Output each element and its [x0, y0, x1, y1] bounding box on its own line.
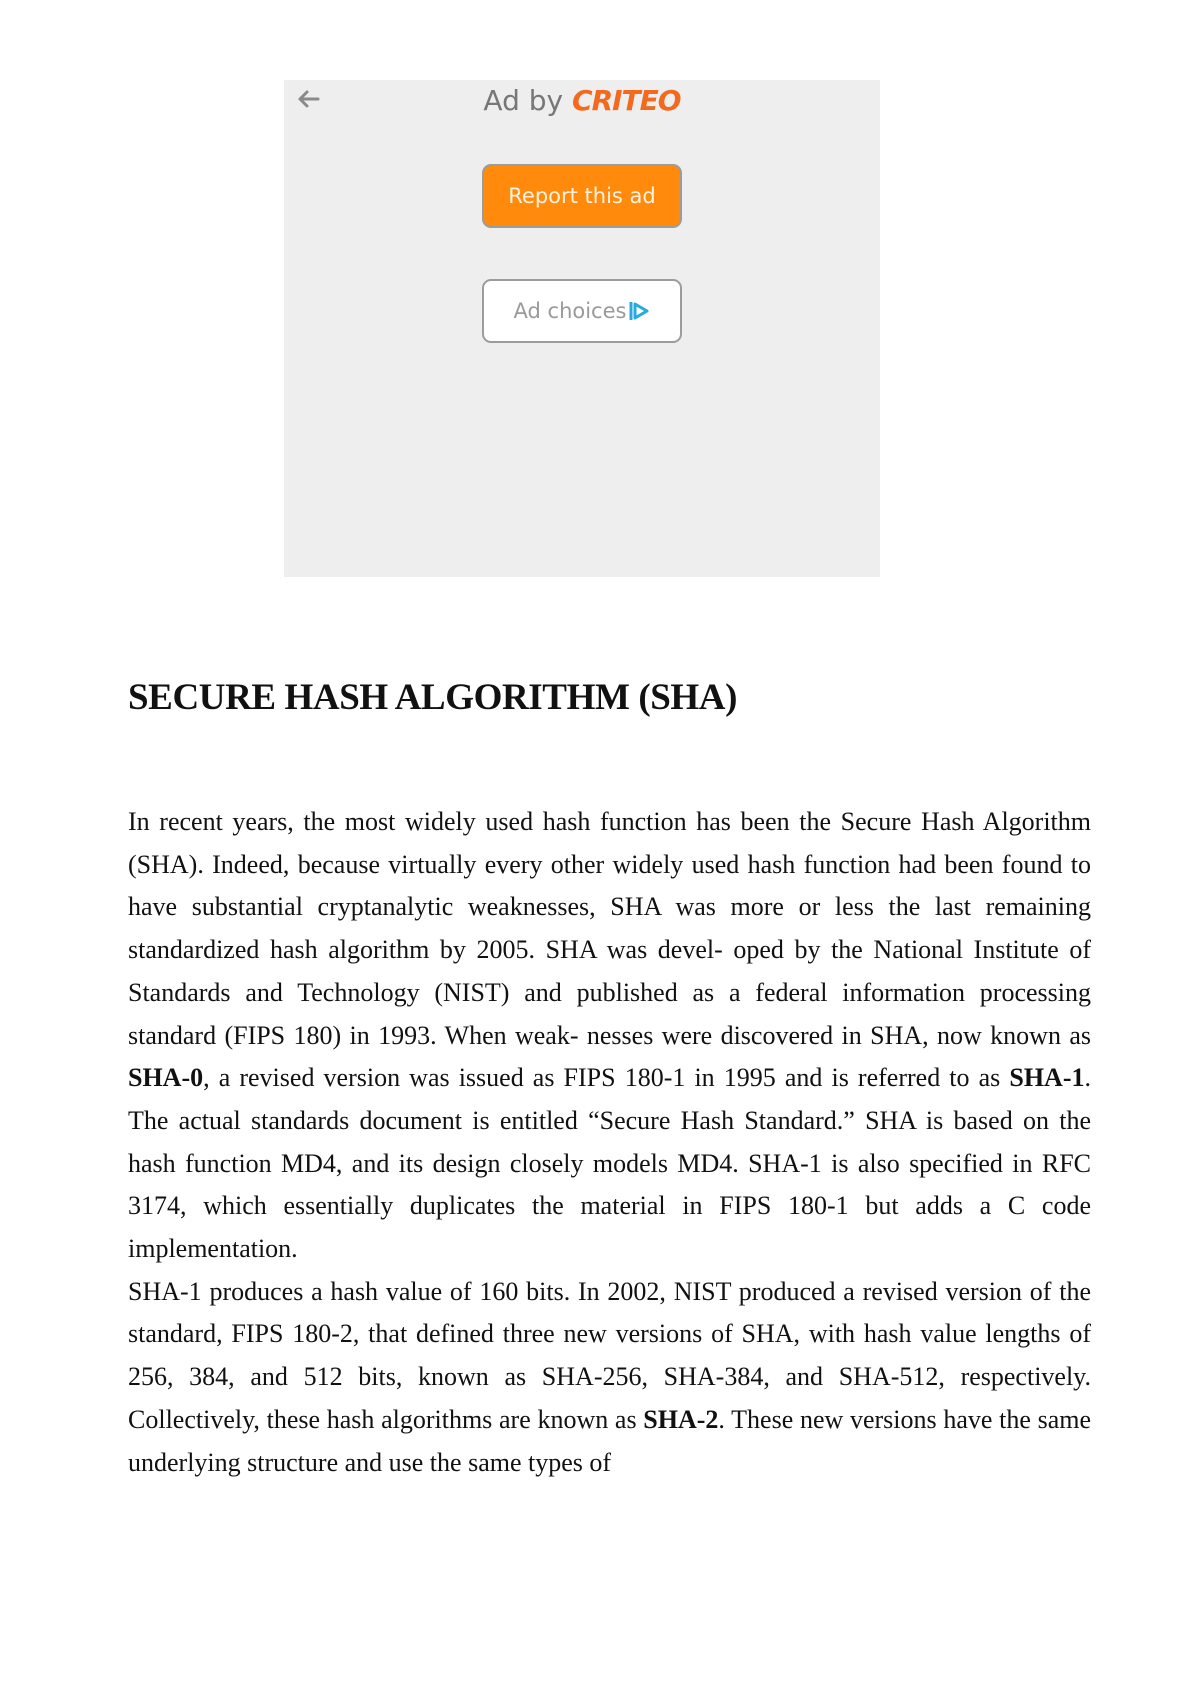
paragraph	[128, 801, 1091, 1271]
paragraph-text: In recent years, the most widely used hash function has been the Secure Hash Algorithm (SHA). Indeed, because virtually every other widely used hash function had been found to have substantial cryptanalytic weaknesses, SHA was more or less the last remaining standardized hash algorithm by 2005. SHA was devel- oped by the National Institute of Standards and Technology (NIST) and published as a federal information processing standard (FIPS 180) in 1993. When weak- nesses were discovered in SHA, now known as	[128, 807, 1091, 1050]
report-ad-label: Report this ad	[508, 184, 656, 208]
ad-container	[284, 80, 880, 577]
ad-attribution	[284, 84, 880, 118]
document-title: SECURE HASH ALGORITHM (SHA)	[128, 677, 738, 718]
paragraph	[128, 1271, 1091, 1485]
report-ad-button[interactable]	[482, 164, 682, 228]
bold-term-sha-1: SHA-1	[1009, 1063, 1085, 1093]
ad-choices-button[interactable]	[482, 279, 682, 343]
adchoices-icon	[628, 300, 650, 322]
paragraph-text: . These new versions have the same underlying structure and use the same types of	[128, 1404, 1091, 1477]
paragraph-text: SHA-1 produces a hash value of 160 bits. In 2002, NIST produced a revised version of the standard, FIPS 180-2, that defined three new versions of SHA, with hash value lengths of 256, 384, and 512 bits, known as SHA-256, SHA-384, and SHA-512, respectively. Collectively, these hash algorithms are known as	[128, 1276, 1091, 1434]
criteo-logo[interactable]: CRITEO	[572, 84, 681, 117]
bold-term-sha-0: SHA-0	[128, 1063, 204, 1093]
paragraph-text: . The actual standards document is entitled “Secure Hash Standard.” SHA is based on the hash function MD4, and its design closely models MD4. SHA-1 is also specified in RFC 3174, which essentially duplicates the material in FIPS 180-1 but adds a C code implementation.	[128, 1063, 1091, 1264]
ad-by-label: Ad by	[483, 84, 564, 117]
ad-choices-label: Ad choices	[513, 299, 627, 323]
document-body	[128, 801, 1091, 1484]
bold-term-sha-2: SHA-2	[643, 1404, 719, 1434]
paragraph-text: , a revised version was issued as FIPS 180-1 in 1995 and is referred to as	[203, 1063, 1010, 1093]
